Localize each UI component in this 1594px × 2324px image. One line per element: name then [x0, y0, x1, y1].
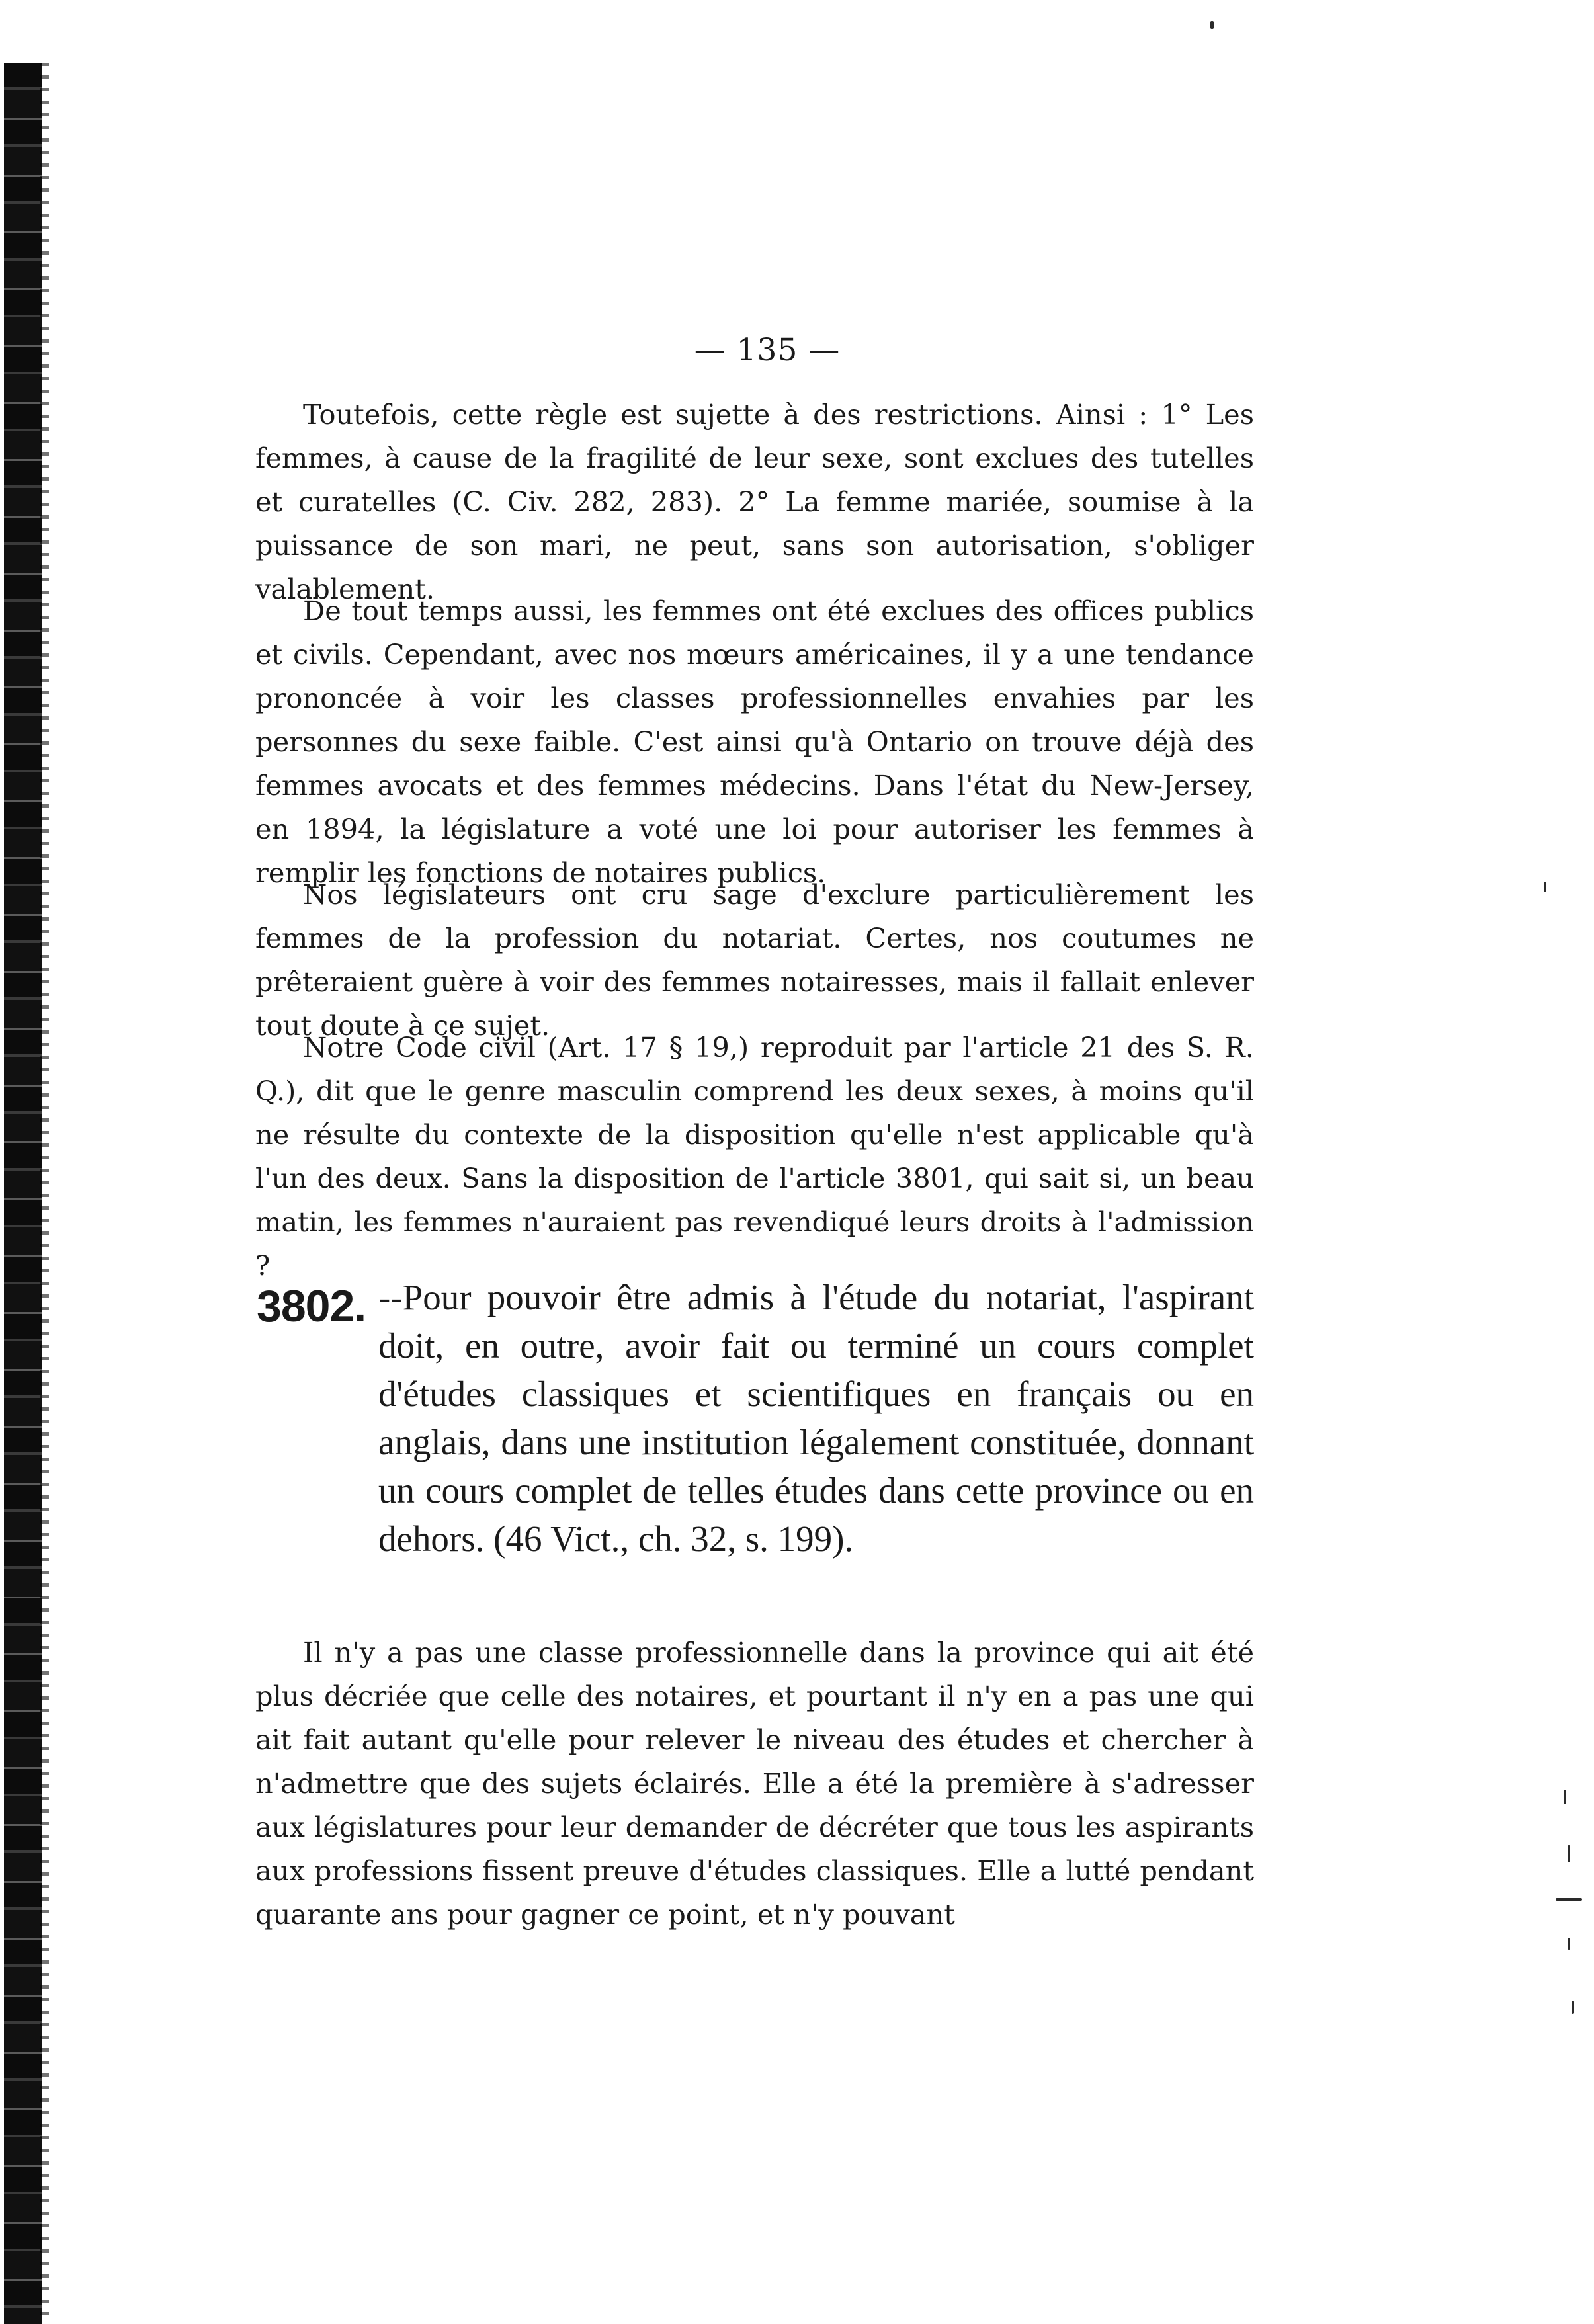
scan-speck: [1544, 882, 1546, 892]
scan-speck: [1572, 2001, 1574, 2014]
scan-speck: [1568, 1845, 1570, 1862]
scan-speck: [1556, 1898, 1582, 1901]
scan-speck: [1564, 1790, 1566, 1804]
scan-speck: [1568, 1938, 1570, 1950]
article-text: --Pour pouvoir être admis à l'étude du notariat, l'aspirant doit, en outre, avoir fait ou terminé un cours complet d'études classiques et scientifiques en français ou en anglais, dans une institution légalement constituée, donnant un cours complet de telles études dans cette province ou en dehors. (46 Vict., ch. 32, s. 199).: [378, 1277, 1254, 1559]
page-number: — 135 —: [694, 332, 841, 368]
article-number: 3802.: [257, 1281, 366, 1331]
scan-binding-edge: [4, 63, 42, 2324]
paragraph-civil-code: Notre Code civil (Art. 17 § 19,) reproduit par l'article 21 des S. R. Q.), dit que le genre masculin comprend les deux sexes, à moins qu'il ne résulte du contexte de la disposition qu'elle n'est applicable qu'à l'un des deux. Sans la disposition de l'article 3801, qui sait si, un beau matin, les femmes n'auraient pas revendiqué leurs droits à l'admission ?: [255, 1031, 1254, 1282]
paragraph-notaries-commentary: Il n'y a pas une classe professionnelle dans la province qui ait été plus décriée que celle des notaires, et pourtant il n'y en a pas une qui ait fait autant qu'elle pour relever le niveau des études et chercher à n'admettre que des sujets éclairés. Elle a été la première à s'adresser aux législatures pour leur demander de décréter que tous les aspirants aux professions fissent preuve d'études classiques. Elle a lutté pendant quarante ans pour gagner ce point, et n'y pouvant: [255, 1636, 1254, 1930]
paragraph-legislators: Nos législateurs ont cru sage d'exclure particulièrement les femmes de la profession du notariat. Certes, nos coutumes ne prêteraient guère à voir des femmes notairesses, mais il fallait enlever tout doute à ce sujet.: [255, 878, 1254, 1042]
scan-speck: [1210, 21, 1214, 29]
paragraph-offices: De tout temps aussi, les femmes ont été exclues des offices publics et civils. Cependant, avec nos mœurs américaines, il y a une tendance prononcée à voir les classes professionnelles envahies par les personnes du sexe faible. C'est ainsi qu'à Ontario on trouve déjà des femmes avocats et des femmes médecins. Dans l'état du New-Jersey, en 1894, la législature a voté une loi pour autoriser les femmes à remplir les fonctions de notaires publics.: [255, 595, 1254, 889]
article-3802: [257, 1273, 1254, 1563]
paragraph-restrictions: Toutefois, cette règle est sujette à des restrictions. Ainsi : 1° Les femmes, à cause de la fragilité de leur sexe, sont exclues des tutelles et curatelles (C. Civ. 282, 283). 2° La femme mariée, soumise à la puissance de son mari, ne peut, sans son autorisation, s'obliger valablement.: [255, 398, 1254, 605]
